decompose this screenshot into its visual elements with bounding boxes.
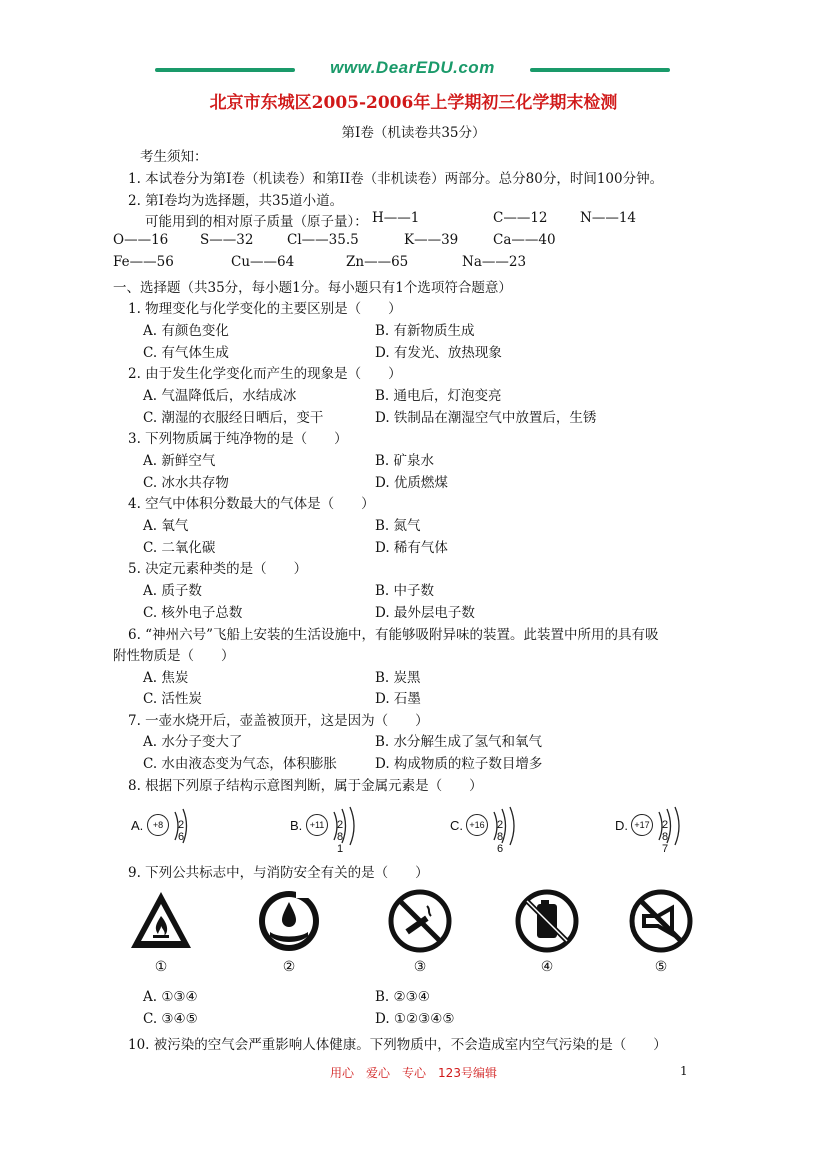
page-footer: 用心 爱心 专心 123号编辑 xyxy=(330,1066,497,1080)
option-c: C. 潮湿的衣服经日晒后，变干 xyxy=(143,410,324,426)
option-b: B. 有新物质生成 xyxy=(375,323,475,339)
notice-heading: 考生须知： xyxy=(140,149,208,165)
mass-c: C——12 xyxy=(493,210,548,226)
option-a: A. ①③④ xyxy=(143,989,198,1005)
flammable-warning-icon xyxy=(128,888,194,954)
mass-zn: Zn——65 xyxy=(346,254,409,270)
mass-o: O——16 xyxy=(113,232,169,248)
atom-electrons: 2 8 7 xyxy=(662,819,671,855)
no-flammables-icon xyxy=(514,888,580,954)
atom-electrons: 2 6 xyxy=(178,819,188,843)
option-d: D. 构成物质的粒子数目增多 xyxy=(375,756,543,772)
atom-letter: A. xyxy=(131,818,144,833)
option-d: D. ①②③④⑤ xyxy=(375,1011,455,1027)
atom-electrons: 2 8 1 xyxy=(337,819,346,855)
water-saving-icon xyxy=(256,888,322,954)
option-c: C. 二氧化碳 xyxy=(143,540,216,556)
option-b: B. 水分解生成了氢气和氧气 xyxy=(375,734,543,750)
masses-label: 可能用到的相对原子质量（原子量）： xyxy=(145,214,368,230)
option-c: C. 冰水共存物 xyxy=(143,475,229,491)
question-stem: 9. 下列公共标志中，与消防安全有关的是（ ） xyxy=(128,865,429,881)
question-stem: 8. 根据下列原子结构示意图判断，属于金属元素是（ ） xyxy=(128,778,483,794)
option-d: D. 稀有气体 xyxy=(375,540,448,556)
atom-electrons: 2 8 6 xyxy=(497,819,506,855)
section-heading: 一、选择题（共35分，每小题1分。每小题只有1个选项符合题意） xyxy=(113,280,512,296)
mass-h: H——1 xyxy=(372,210,420,226)
page-subtitle: 第I卷（机读卷共35分） xyxy=(341,125,486,141)
question-stem: 10. 被污染的空气会严重影响人体健康。下列物质中，不会造成室内空气污染的是（ ） xyxy=(128,1037,667,1053)
notice-item-2: 2. 第I卷均为选择题，共35道小道。 xyxy=(128,193,344,209)
question-stem: 6. “神州六号”飞船上安装的生活设施中，有能够吸附异味的装置。此装置中所用的具有吸 xyxy=(128,627,659,643)
banner-text: www.DearEDU.com xyxy=(330,58,495,77)
question-stem: 5. 决定元素种类的是（ ） xyxy=(128,561,308,577)
public-signs-figures xyxy=(128,888,698,980)
notice-item-1: 1. 本试卷分为第I卷（机读卷）和第II卷（非机读卷）两部分。总分80分，时间100分钟。 xyxy=(128,171,664,187)
mass-n: N——14 xyxy=(580,210,636,226)
option-a: A. 氧气 xyxy=(143,518,189,534)
mass-cu: Cu——64 xyxy=(231,254,295,270)
mass-k: K——39 xyxy=(404,232,459,248)
no-honking-icon xyxy=(628,888,694,954)
option-c: C. 核外电子总数 xyxy=(143,605,243,621)
option-d: D. 最外层电子数 xyxy=(375,605,475,621)
option-b: B. 通电后，灯泡变亮 xyxy=(375,388,502,404)
question-stem: 2. 由于发生化学变化而产生的现象是（ ） xyxy=(128,366,402,382)
option-d: D. 有发光、放热现象 xyxy=(375,345,502,361)
page-number: 1 xyxy=(680,1064,688,1078)
option-c: C. ③④⑤ xyxy=(143,1011,198,1027)
option-a: A. 气温降低后，水结成冰 xyxy=(143,388,297,404)
mass-na: Na——23 xyxy=(462,254,527,270)
mass-fe: Fe——56 xyxy=(113,254,174,270)
no-smoking-icon xyxy=(387,888,453,954)
atom-letter: C. xyxy=(450,818,463,833)
site-banner xyxy=(155,58,670,82)
atom-nucleus: +8 xyxy=(147,814,169,836)
atom-nucleus: +11 xyxy=(306,814,328,836)
option-d: D. 石墨 xyxy=(375,691,421,707)
question-stem: 7. 一壶水烧开后，壶盖被顶开，这是因为（ ） xyxy=(128,713,429,729)
option-a: A. 焦炭 xyxy=(143,670,189,686)
mass-cl: Cl——35.5 xyxy=(287,232,359,248)
sign-label: ④ xyxy=(540,958,554,974)
option-b: B. 氮气 xyxy=(375,518,421,534)
option-c: C. 水由液态变为气态，体积膨胀 xyxy=(143,756,337,772)
question-stem: 3. 下列物质属于纯净物的是（ ） xyxy=(128,431,348,447)
option-d: D. 优质燃煤 xyxy=(375,475,448,491)
sign-label: ③ xyxy=(413,958,427,974)
question-stem: 4. 空气中体积分数最大的气体是（ ） xyxy=(128,496,375,512)
option-b: B. 矿泉水 xyxy=(375,453,435,469)
option-b: B. 炭黑 xyxy=(375,670,421,686)
atom-nucleus: +16 xyxy=(466,814,488,836)
atom-letter: D. xyxy=(615,818,628,833)
sign-label: ① xyxy=(154,958,168,974)
option-a: A. 有颜色变化 xyxy=(143,323,229,339)
atom-nucleus: +17 xyxy=(631,814,653,836)
sign-label: ② xyxy=(282,958,296,974)
option-b: B. ②③④ xyxy=(375,989,430,1005)
option-c: C. 有气体生成 xyxy=(143,345,229,361)
atom-structure-figures xyxy=(128,806,728,855)
option-a: A. 新鲜空气 xyxy=(143,453,216,469)
sign-label: ⑤ xyxy=(654,958,668,974)
option-b: B. 中子数 xyxy=(375,583,435,599)
mass-s: S——32 xyxy=(200,232,254,248)
option-c: C. 活性炭 xyxy=(143,691,202,707)
electron-shells-icon xyxy=(171,806,211,846)
option-a: A. 质子数 xyxy=(143,583,202,599)
option-d: D. 铁制品在潮湿空气中放置后，生锈 xyxy=(375,410,597,426)
question-stem-continued: 附性物质是（ ） xyxy=(113,648,235,664)
question-stem: 1. 物理变化与化学变化的主要区别是（ ） xyxy=(128,301,402,317)
option-a: A. 水分子变大了 xyxy=(143,734,243,750)
mass-ca: Ca——40 xyxy=(493,232,556,248)
atom-letter: B. xyxy=(290,818,303,833)
page-title: 北京市东城区2005-2006年上学期初三化学期末检测 xyxy=(209,93,618,113)
